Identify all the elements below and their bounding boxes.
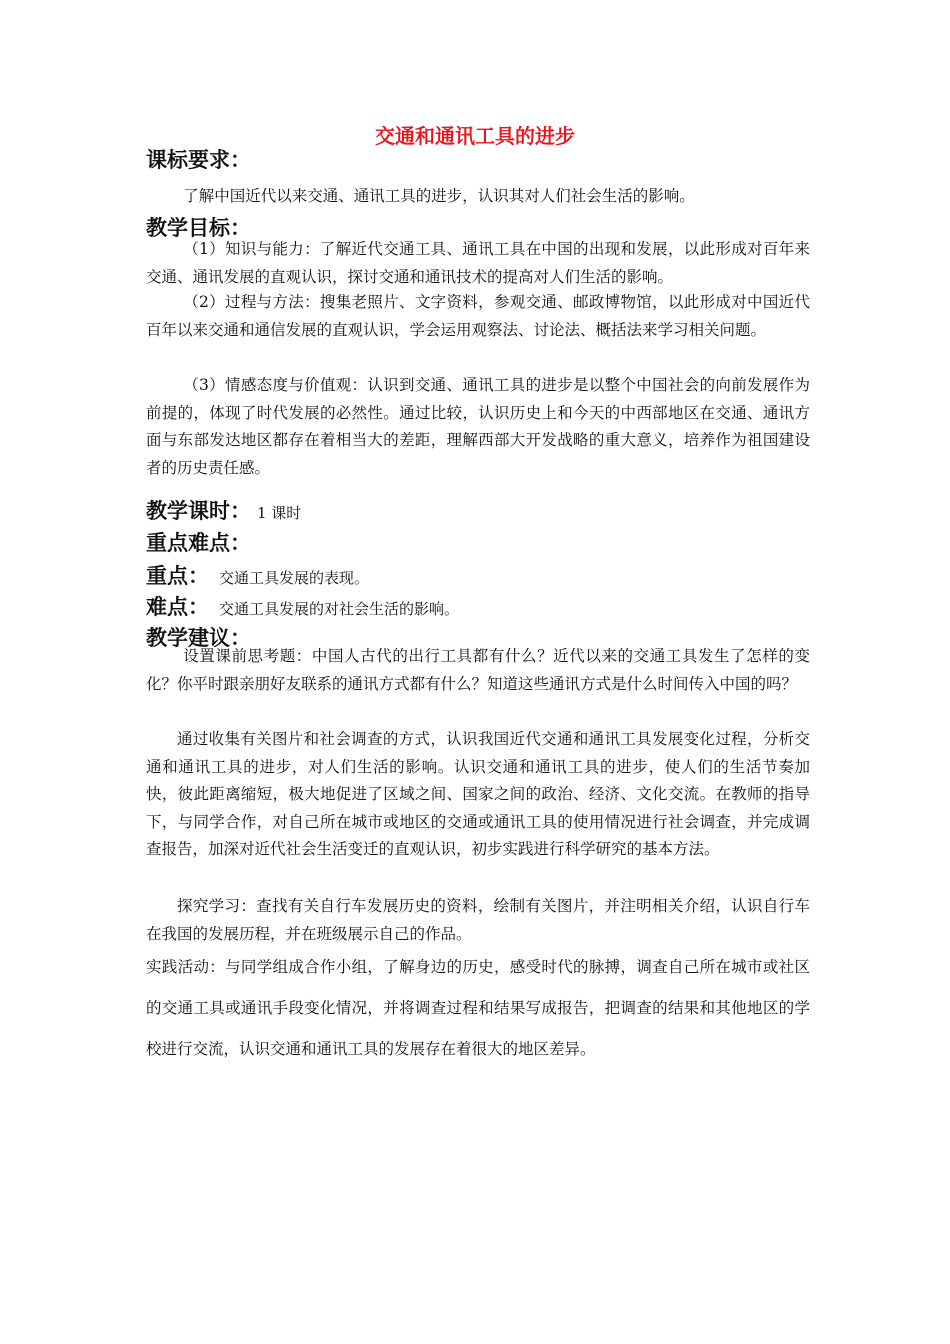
- suggestion-paragraph-2: 通过收集有关图片和社会调查的方式，认识我国近代交通和通讯工具发展变化过程，分析交通和通讯工具的进步，对人们生活的影响。认识交通和通讯工具的进步，使人们的生活节奏加快，彼此距离缩短，极大地促进了区域之间、国家之间的政治、经济、文化交流。在教师的指导下，与同学合作，对自己所在城市或地区的交通或通讯工具的使用情况进行社会调查，并完成调查报告，加深对近代社会生活变迁的直观认识，初步实践进行科学研究的基本方法。: [146, 730, 810, 858]
- difficult-point-row: [146, 593, 459, 623]
- difficult-point-label: 难点：: [146, 595, 209, 619]
- key-points-heading: 重点难点：: [146, 531, 251, 555]
- document-title: 交通和通讯工具的进步: [375, 124, 575, 148]
- suggestion-paragraph-1: 设置课前思考题：中国人古代的出行工具都有什么？近代以来的交通工具发生了怎样的变化？你平时跟亲朋好友联系的通讯方式都有什么？知道这些通讯方式是什么时间传入中国的吗？: [146, 647, 810, 693]
- suggestion-paragraph-4: 实践活动：与同学组成合作小组，了解身边的历史，感受时代的脉搏，调查自己所在城市或社区的交通工具或通讯手段变化情况，并将调查过程和结果写成报告，把调查的结果和其他地区的学校进行交流，认识交通和通讯工具的发展存在着很大的地区差异。: [146, 958, 810, 1058]
- objective-item-3: （3）情感态度与价值观：认识到交通、通讯工具的进步是以整个中国社会的向前发展作为前提的，体现了时代发展的必然性。通过比较，认识历史上和今天的中西部地区在交通、通讯方面与东部发达地区都存在着相当大的差距，理解西部大开发战略的重大意义，培养作为祖国建设者的历史责任感。: [146, 376, 810, 477]
- key-point-text: 交通工具发展的表现。: [219, 569, 370, 587]
- key-point-label: 重点：: [146, 564, 209, 588]
- suggestion-paragraph-3: 探究学习：查找有关自行车发展历史的资料，绘制有关图片，并注明相关介绍，认识自行车在我国的发展历程，并在班级展示自己的作品。: [146, 897, 810, 943]
- suggestions-heading: 教学建议：: [146, 626, 251, 650]
- hours-heading-label: 教学课时：: [146, 499, 251, 523]
- objective-item-2: （2）过程与方法：搜集老照片、文字资料，参观交通、邮政博物馆，以此形成对中国近代百年以来交通和通信发展的直观认识，学会运用观察法、讨论法、概括法来学习相关问题。: [146, 293, 810, 339]
- curriculum-text: 了解中国近代以来交通、通讯工具的进步，认识其对人们社会生活的影响。: [183, 187, 695, 205]
- hours-value: 1 课时: [257, 504, 302, 522]
- difficult-point-text: 交通工具发展的对社会生活的影响。: [219, 600, 460, 618]
- objective-item-1: （1）知识与能力：了解近代交通工具、通讯工具在中国的出现和发展，以此形成对百年来交通、通讯发展的直观认识，探讨交通和通讯技术的提高对人们生活的影响。: [146, 240, 810, 286]
- hours-heading: [146, 497, 301, 527]
- objectives-heading: 教学目标：: [146, 216, 251, 240]
- curriculum-heading: 课标要求：: [146, 148, 251, 172]
- key-point-row: [146, 562, 369, 592]
